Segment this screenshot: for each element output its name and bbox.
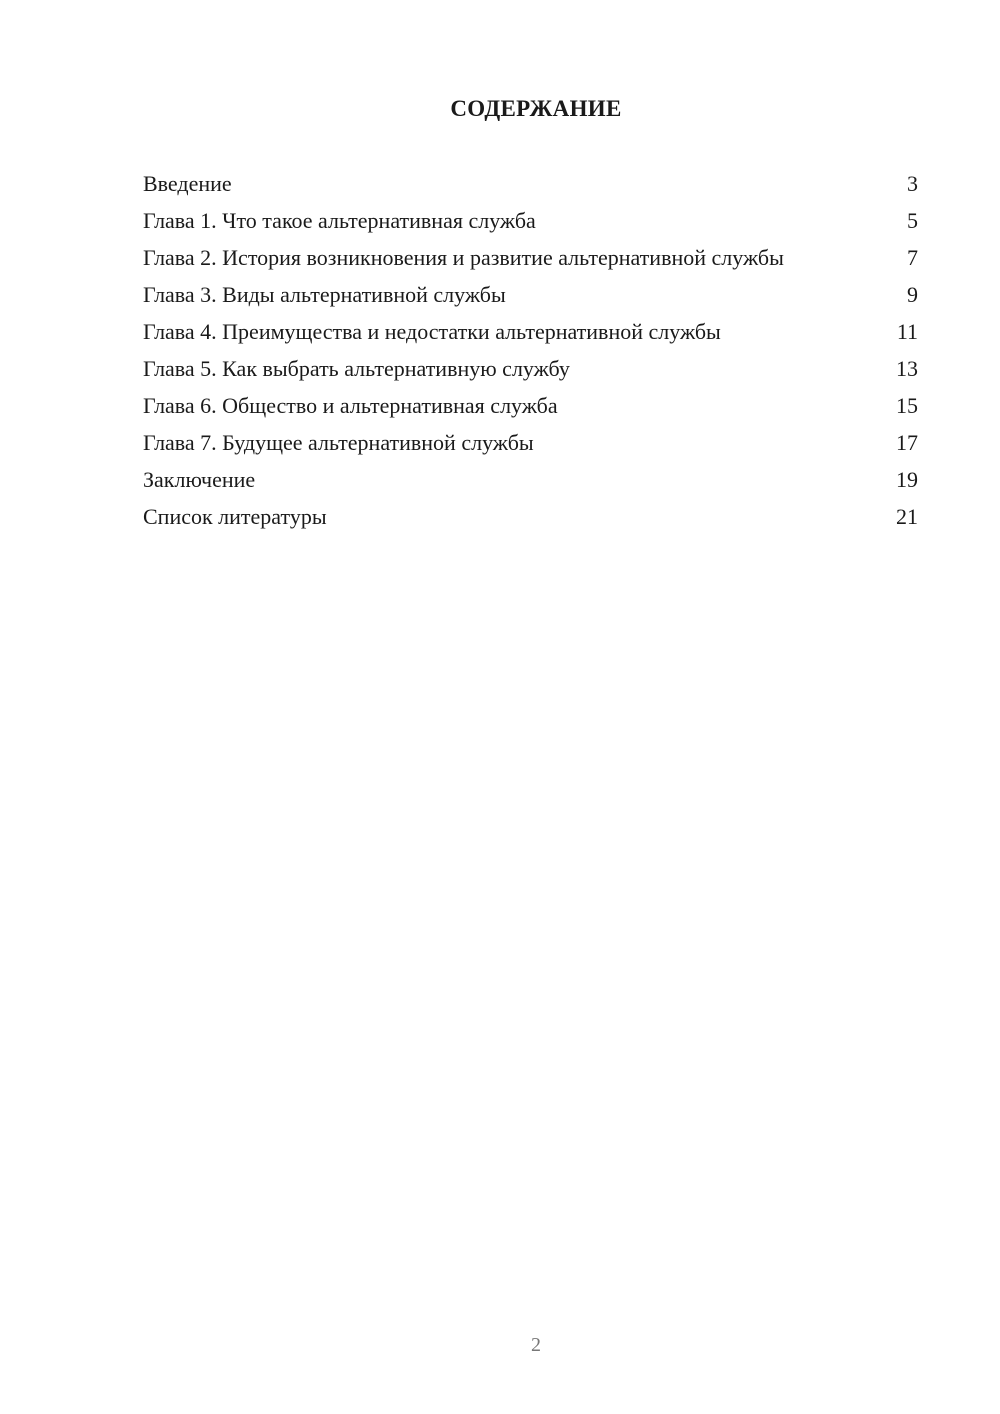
toc-entry-introduction <box>143 170 918 197</box>
toc-entry-page: 17 <box>896 430 918 455</box>
toc-entry-chapter-5 <box>143 355 918 382</box>
toc-entry-chapter-1 <box>143 207 918 234</box>
toc-entry-chapter-2 <box>143 244 918 271</box>
toc-entry-title: Глава 4. Преимущества и недостатки альтернативной службы <box>143 319 721 344</box>
toc-entry-title: Введение <box>143 171 232 196</box>
toc-entry-page: 19 <box>896 467 918 492</box>
toc-entry-page: 13 <box>896 356 918 381</box>
toc-entry-title: Глава 6. Общество и альтернативная служба <box>143 393 558 418</box>
toc-entry-title: Глава 5. Как выбрать альтернативную службу <box>143 356 570 381</box>
toc-entry-title: Глава 2. История возникновения и развитие альтернативной службы <box>143 245 784 270</box>
toc-entry-title: Глава 7. Будущее альтернативной службы <box>143 430 534 455</box>
toc-entry-title: Список литературы <box>143 504 327 529</box>
toc-entry-title: Заключение <box>143 467 256 492</box>
table-of-contents <box>143 170 918 540</box>
toc-entry-chapter-4 <box>143 318 918 345</box>
toc-entry-bibliography <box>143 503 918 530</box>
toc-entry-page: 9 <box>907 282 918 307</box>
toc-entry-chapter-7 <box>143 429 918 456</box>
toc-entry-page: 3 <box>907 171 918 196</box>
toc-entry-page: 5 <box>907 208 918 233</box>
toc-entry-page: 21 <box>896 504 918 529</box>
toc-entry-chapter-6 <box>143 392 918 419</box>
page-number: 2 <box>531 1334 541 1356</box>
toc-entry-title: Глава 3. Виды альтернативной службы <box>143 282 506 307</box>
page-title: СОДЕРЖАНИЕ <box>450 96 622 121</box>
toc-entry-chapter-3 <box>143 281 918 308</box>
toc-entry-page: 11 <box>896 319 918 344</box>
toc-entry-page: 7 <box>907 245 918 270</box>
toc-entry-page: 15 <box>896 393 918 418</box>
toc-entry-title: Глава 1. Что такое альтернативная служба <box>143 208 536 233</box>
toc-entry-conclusion <box>143 466 918 493</box>
